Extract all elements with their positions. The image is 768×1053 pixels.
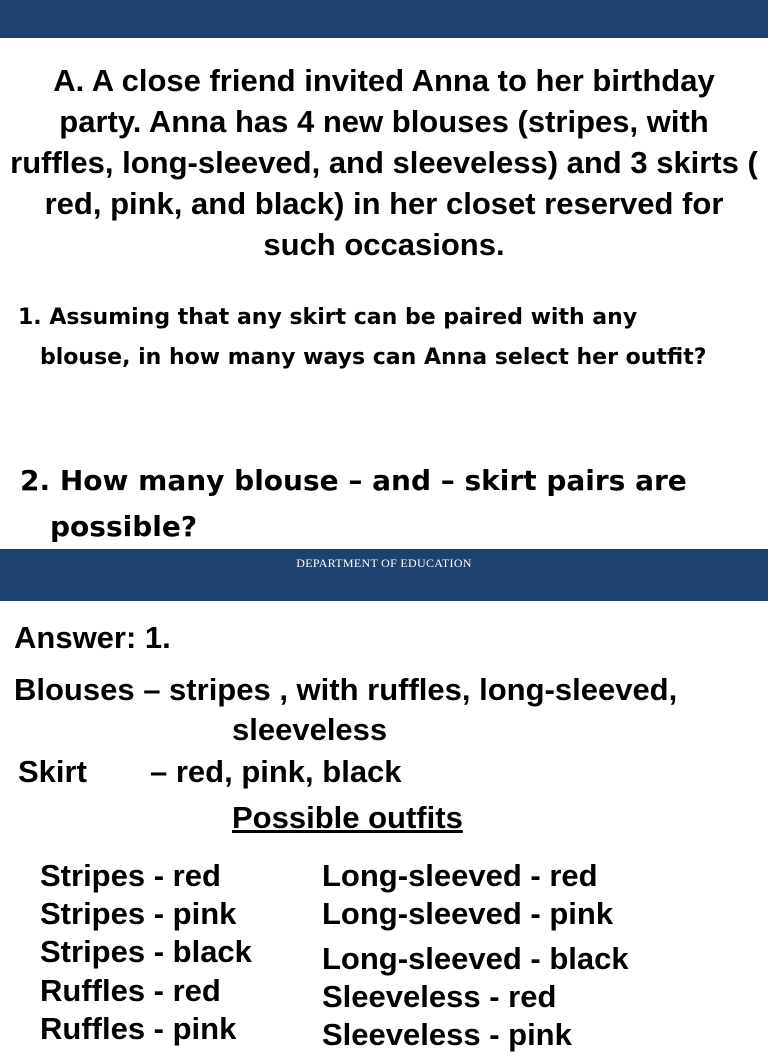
header-band [0, 0, 768, 38]
blouses-line-continued: sleeveless [232, 712, 388, 747]
question-2-number: 2. [20, 464, 51, 497]
outfit-right-item: Long-sleeved - red [322, 858, 598, 893]
skirt-value: – red, pink, black [150, 754, 402, 789]
question-1 [18, 298, 763, 378]
outfit-left-item: Stripes - black [40, 934, 252, 969]
outfit-right-item: Sleeveless - red [322, 979, 557, 1014]
footer-text: DEPARTMENT OF EDUCATION [296, 556, 472, 570]
question-1-number: 1. [18, 305, 42, 330]
outfit-right-item: Long-sleeved - black [322, 941, 629, 976]
outfit-left-item: Ruffles - red [40, 973, 221, 1008]
question-1-line2: blouse, in how many ways can Anna select her outfit? [40, 345, 707, 370]
blouses-line: Blouses – stripes , with ruffles, long-sleeved, [14, 672, 678, 707]
skirt-label: Skirt [18, 754, 87, 789]
outfit-left-item: Stripes - red [40, 858, 221, 893]
problem-statement: A. A close friend invited Anna to her birthday party. Anna has 4 new blouses (stripes, with ruffles, long-sleeved, and sleeveless) and 3 skirts ( red, pink, and black) in her closet reserved for such occasions. [10, 63, 758, 262]
outfits-heading: Possible outfits [232, 800, 463, 835]
question-1-line1: Assuming that any skirt can be paired with any [49, 305, 638, 330]
outfit-right-item: Sleeveless - pink [322, 1017, 572, 1052]
question-2-line2: possible? [50, 510, 198, 543]
outfit-right-item: Long-sleeved - pink [322, 896, 614, 931]
question-2 [20, 458, 760, 550]
answer-title: Answer: 1. [14, 620, 171, 655]
outfit-left-item: Ruffles - pink [40, 1011, 237, 1046]
question-2-line1: How many blouse – and – skirt pairs are [59, 464, 687, 497]
outfit-left-item: Stripes - pink [40, 896, 237, 931]
